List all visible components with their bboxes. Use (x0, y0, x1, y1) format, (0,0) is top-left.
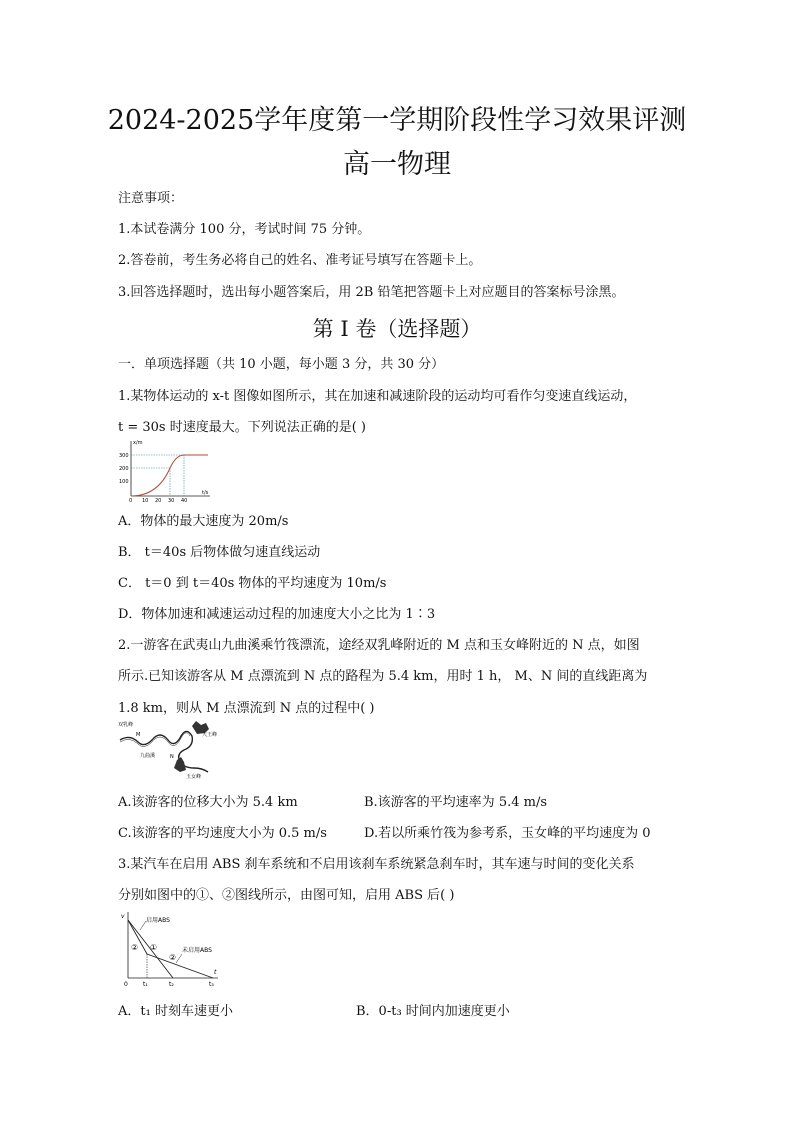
xt-curve (131, 455, 208, 496)
notice-heading: 注意事项： (118, 191, 184, 206)
map-label: N (170, 754, 174, 760)
legend-pointer (176, 954, 182, 963)
y-tick-label: 100 (119, 479, 129, 485)
x-tick-label: 40 (181, 498, 188, 504)
map-label: 九曲溪 (140, 753, 156, 759)
option-b: B．0-t₃ 时间内加速度更小 (356, 1004, 510, 1019)
vt-graph-figure (116, 908, 222, 988)
question-line: 分别如图中的①、②图线所示，由图可知，启用 ABS 后( ) (118, 888, 455, 903)
question-line: t = 30s 时速度最大。下列说法正确的是( ) (118, 420, 367, 435)
map-label: 玉女峰 (186, 774, 202, 780)
y-tick-label: 300 (119, 453, 129, 459)
option-a: A．t₁ 时刻车速更小 (118, 1004, 233, 1019)
option-d: D．物体加速和减速运动过程的加速度大小之比为 1∶3 (118, 607, 436, 622)
x-tick-label: 30 (168, 498, 175, 504)
notice-item: 2.答卷前，考生务必将自己的姓名、准考证号填写在答题卡上。 (118, 253, 482, 268)
curve-marker: ① (150, 943, 158, 952)
x-tick-label: t₃ (209, 981, 214, 988)
exam-subtitle: 高一物理 (343, 149, 451, 180)
map-label: 双乳峰 (118, 722, 134, 728)
map-label: 大王峰 (202, 732, 218, 738)
x-axis-label: t/s (202, 490, 209, 496)
y-axis-label: v (121, 913, 125, 920)
notice-item: 3.回答选择题时，选出每小题答案后，用 2B 铅笔把答题卡上对应题目的答案标号涂黑。 (118, 285, 625, 300)
curve-marker: ② (169, 953, 177, 962)
legend-no-abs: 未启用ABS (182, 947, 212, 954)
river-map-figure (118, 718, 218, 782)
x-tick-label: 0 (129, 498, 133, 504)
part-heading: 一．单项选择题（共 10 小题，每小题 3 分，共 30 分） (118, 357, 445, 372)
option-a: A．物体的最大速度为 20m/s (118, 514, 289, 529)
notice-item: 1.本试卷满分 100 分，考试时间 75 分钟。 (118, 222, 371, 237)
option-b: B． t＝40s 后物体做匀速直线运动 (118, 545, 321, 560)
option-d: D.若以所乘竹筏为参考系，玉女峰的平均速度为 0 (364, 826, 651, 841)
y-axis-label: x/m (133, 440, 143, 446)
question-line: 2.一游客在武夷山九曲溪乘竹筏漂流，途经双乳峰附近的 M 点和玉女峰附近的 N 点，如图 (118, 638, 640, 653)
x-tick-label: t₂ (169, 981, 174, 988)
question-line: 1.8 km，则从 M 点漂流到 N 点的过程中( ) (118, 701, 375, 716)
option-c: C.该游客的平均速度大小为 0.5 m/s (118, 826, 327, 841)
question-line: 3.某汽车在启用 ABS 刹车系统和不启用该刹车系统紧急刹车时，其车速与时间的变化关系 (118, 857, 635, 872)
curve-marker: ② (131, 943, 139, 952)
x-tick-label: 0 (124, 981, 128, 988)
y-tick-label: 200 (119, 466, 129, 472)
exam-title: 2024-2025学年度第一学期阶段性学习效果评测 (107, 105, 687, 136)
map-label: M (136, 732, 141, 738)
question-line: 所示.已知该游客从 M 点漂流到 N 点的路程为 5.4 km，用时 1 h， M、N 间的直线距离为 (118, 669, 648, 684)
x-tick-label: 10 (142, 498, 149, 504)
xt-graph-figure (116, 438, 214, 504)
section-title: 第 I 卷（选择题） (312, 317, 482, 341)
option-b: B.该游客的平均速率为 5.4 m/s (364, 795, 548, 810)
river-path (120, 731, 208, 772)
option-a: A.该游客的位移大小为 5.4 km (118, 795, 298, 810)
x-tick-label: t₁ (143, 981, 148, 988)
option-c: C． t＝0 到 t＝40s 物体的平均速度为 10m/s (118, 576, 387, 591)
question-line: 1.某物体运动的 x-t 图像如图所示，其在加速和减速阶段的运动均可看作匀变速直线运动， (118, 389, 637, 404)
mountain-shape (174, 757, 186, 772)
x-axis-label: t (214, 969, 217, 976)
legend-abs: 启用ABS (146, 917, 170, 924)
x-tick-label: 20 (155, 498, 162, 504)
